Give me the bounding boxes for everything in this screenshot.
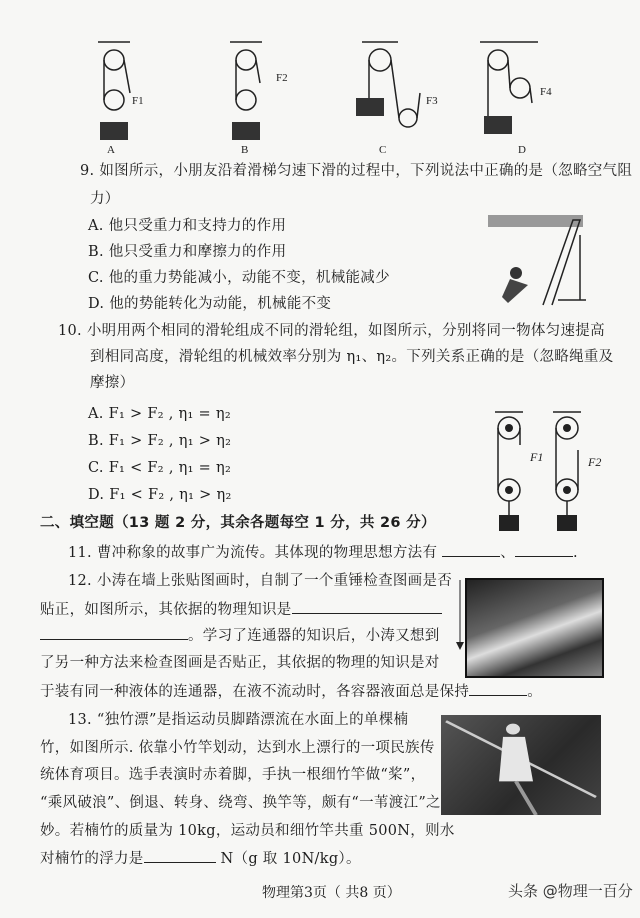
q11 — [68, 543, 578, 562]
q13-line5: 妙。若楠竹的质量为 10kg，运动员和细竹竿共重 500N，则水 — [40, 823, 455, 839]
q11-end: . — [573, 545, 578, 561]
q12-blank-1[interactable] — [292, 600, 442, 614]
bamboo-rafting-photo — [441, 715, 601, 815]
q12-line3 — [40, 626, 440, 645]
q13-line4: “乘风破浪”、倒退、转身、绕弯、换竿等，颇有“一苇渡江”之 — [40, 795, 441, 811]
fig-label-b: B — [241, 144, 249, 156]
force-label-f4: F4 — [540, 86, 552, 98]
q12-line4: 了另一种方法来检查图画是否贴正，其依据的物理的知识是对 — [40, 655, 440, 671]
q10-stem-cont2: 摩擦） — [90, 375, 135, 391]
q13-line6 — [40, 849, 361, 868]
force-label-f2: F2 — [588, 455, 602, 469]
plumb-arrow-icon — [456, 580, 464, 650]
q12-text: 于装有同一种液体的连通器，在液不流动时，各容器液面总是保持 — [40, 684, 470, 700]
q10-option-a: A. F₁ > F₂ , η₁ = η₂ — [88, 406, 231, 422]
q13-text: 对楠竹的浮力是 — [40, 851, 144, 867]
q12-line2 — [40, 600, 442, 619]
q10-option-b: B. F₁ > F₂ , η₁ > η₂ — [88, 433, 232, 449]
q10-stem: 10. 小明用两个相同的滑轮组成不同的滑轮组，如图所示，分别将同一物体匀速提高 — [58, 323, 605, 339]
pulley-group-figure — [495, 410, 615, 536]
q9-stem: 9. 如图所示，小朋友沿着滑梯匀速下滑的过程中，下列说法中正确的是（忽略空气阻 — [80, 163, 633, 179]
q11-blank-1[interactable] — [442, 543, 500, 557]
q13-blank[interactable] — [144, 849, 216, 863]
q11-text: 11. 曹冲称象的故事广为流传。其体现的物理思想方法有 — [68, 545, 438, 561]
q12-blank-1-cont[interactable] — [40, 626, 188, 640]
q11-sep: 、 — [500, 545, 516, 561]
q11-blank-2[interactable] — [515, 543, 573, 557]
picture-plumb-line-photo — [465, 578, 604, 678]
athlete-figure — [441, 715, 601, 815]
q12-text: 。学习了连通器的知识后，小涛又想到 — [188, 628, 440, 644]
q12-text: 贴正，如图所示，其依据的物理知识是 — [40, 602, 292, 618]
q12-line5 — [40, 682, 542, 701]
q10-stem-cont: 到相同高度，滑轮组的机械效率分别为 η₁、η₂。下列关系正确的是（忽略绳重及 — [90, 349, 614, 365]
page-footer: 物理第3页（ 共8 页） — [262, 885, 401, 901]
q10-option-c: C. F₁ < F₂ , η₁ = η₂ — [88, 460, 232, 476]
force-label-f1: F1 — [132, 95, 144, 107]
slide-illustration — [488, 215, 586, 310]
q9-option-c: C. 他的重力势能减小，动能不变，机械能减少 — [88, 270, 390, 286]
q13-line3: 统体育项目。选手表演时赤着脚，手执一根细竹竿做“桨”， — [40, 767, 426, 783]
force-label-f3: F3 — [426, 95, 438, 107]
q12-line1: 12. 小涛在墙上张贴图画时，自制了一个重锤检查图画是否 — [68, 573, 453, 589]
q13-unit: N（g 取 10N/kg）。 — [220, 851, 361, 867]
q9-option-d: D. 他的势能转化为动能，机械能不变 — [88, 296, 332, 312]
fig-label-a: A — [107, 144, 115, 156]
q12-end: 。 — [527, 684, 543, 700]
pulley-figures-abcd — [80, 38, 560, 143]
q12-blank-2[interactable] — [469, 682, 527, 696]
force-label-f2: F2 — [276, 72, 288, 84]
section-heading: 二、填空题（13 题 2 分，其余各题每空 1 分，共 26 分） — [40, 515, 436, 531]
q9-option-a: A. 他只受重力和支持力的作用 — [88, 218, 287, 234]
q13-line2: 竹，如图所示. 依靠小竹竿划动，达到水上漂行的一项民族传 — [40, 740, 435, 756]
q9-stem-cont: 力） — [90, 191, 120, 207]
q10-option-d: D. F₁ < F₂ , η₁ > η₂ — [88, 487, 232, 503]
watermark: 头条 @物理一百分 — [508, 882, 633, 900]
fig-label-d: D — [518, 144, 526, 156]
q9-option-b: B. 他只受重力和摩擦力的作用 — [88, 244, 287, 260]
force-label-f1: F1 — [530, 450, 544, 464]
q13-line1: 13. “独竹漂”是指运动员脚踏漂流在水面上的单棵楠 — [68, 712, 409, 728]
fig-label-c: C — [379, 144, 387, 156]
